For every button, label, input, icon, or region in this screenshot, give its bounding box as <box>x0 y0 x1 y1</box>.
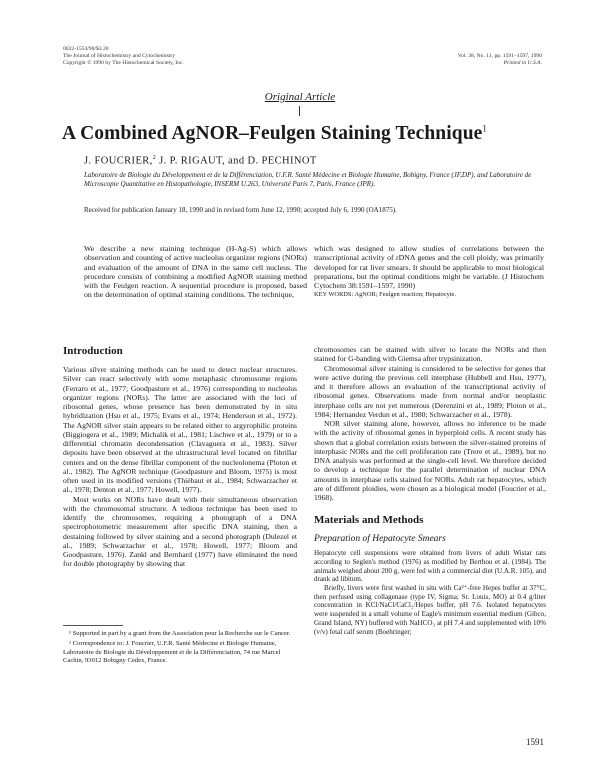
abstract-left: We describe a new staining technique (H-Ag-S) which allows observation and counting of active nucleolus organizer regions (NORs) and evaluation of the amount of DNA in the same cell nucleus. The procedure consists of combining a modified AgNOR staining method with the Feulgen reaction. A sequential procedure is proposed, based on the determination of optimal staining conditions. The technique, <box>84 244 307 300</box>
paragraph: Most works on NORs have dealt with their simultaneous observation with the chromosomal structure. A tedious technique has been used to identify the chromosomes, requiring a photograph of a DNA spectrophotometric measurement after specific DNA staining, then a destaining followed by silver staining and a second photograph (Dulezel et al., 1989; Schwarzacher et al., 1978; Howell, 1977; Bloom and Goodpasture, 1976). Zankl and Bernhard (1977) have eliminated the need for double photography by showing that <box>63 494 297 569</box>
footnote: ¹ Supported in part by a grant from the Association pour la Recherche sur le Cancer. <box>69 630 291 637</box>
keywords: KEY WORDS: AgNOR; Feulgen reaction; Hepatocyte. <box>314 291 456 299</box>
header-line: 0022-1554/90/$3.30 <box>63 46 109 52</box>
header-line: Copyright © 1990 by The Histochemical Society, Inc. <box>63 60 184 66</box>
footnote: ² Correspondence to: J. Foucrier, U.F.R. Santé Médecine et Biologie Humaine, Laboratoire de Biologie du Développement et de la Différenciation, 74 rue Marcel Cachin, 93012 Bobigny Cedex, France. <box>63 640 281 665</box>
footnotes <box>63 630 297 668</box>
paragraph: Various silver staining methods can be used to detect nuclear structures. Silver can react selectively with some metaphasic chromosome regions (Ferraro et al., 1977; Goodpasture et al., 1976) corresponding to nucleolus organizer regions (NORs). The latter are associated with the loci of ribosomal genes, whose presence has been demonstrated by in situ hybridization (Hsu et al., 1975; Evans et al., 1974; Henderson et al., 1972). The AgNOR silver stain appears to be related either to argyrophilic proteins (Biggiogera et al., 1989; Michalik et al., 1981; Lischwe et al., 1979) or to a differential chromatin decondensation (Clavaguera et al., 1983). Silver deposits have been observed at the ultrastructural level located on fibrillar centers and on the dense fibrillar component of the nucleolonema (Ploton et al., 1982). The AgNOR technique (Goodpasture and Bloom, 1975) is most often used in its modified versions (Thiébaut et al., 1984; Schwarzacher et al., 1978; Denton et al., 1977; Howell, 1977). <box>63 365 297 495</box>
title-text: A Combined AgNOR–Feulgen Staining Technique <box>62 123 483 144</box>
paragraph: Chromosomal silver staining is considered to be selective for genes that were active during the previous cell interphase (Hubbell and Hsu, 1977), and it therefore allows an evaluation of the transcriptional activity of ribosomal genes. Observations made from normal and/or neoplastic interphase cells are not yet numerous (Derenzini et al., 1989; Ploton et al., 1984; Hernandez Verdun et al., 1980; Schwarzacher et al., 1978). <box>314 363 546 419</box>
abstract-right-block <box>314 244 544 300</box>
abstract-right: which was designed to allow studies of correlations between the transcriptional activity of rDNA genes and the cell ploidy, was primarily developed for rat liver smears. It should be applicable to most biological preparations, but the optimal conditions might be variable. (J Histochem Cytochem 38:1591–1597, 1990) <box>314 244 544 291</box>
header-line: Printed in U.S.A. <box>503 60 542 66</box>
paragraph: chromosomes can be stained with silver to locate the NORs and then stained for G-banding with Giemsa after trypsinization. <box>314 345 546 364</box>
paper-title <box>62 123 562 145</box>
article-type: Original Article <box>264 91 336 103</box>
author-list <box>84 155 534 167</box>
body-text <box>314 549 546 636</box>
right-column <box>314 345 546 636</box>
left-column <box>63 345 297 569</box>
affiliation: Laboratoire de Biologie du Développement et de la Différenciation, U.F.R. Santé Médecine et Biologie Humaine, Bobigny, France (JF,DP), and Laboratoire de Microscopie Quantitative en Histopathologie, INSERM U.263, Université Paris 7, Paris, France (JPR). <box>84 171 532 189</box>
author-footnote-mark: 2 <box>152 155 157 161</box>
title-footnote-mark: 1 <box>482 123 488 134</box>
page-number: 1591 <box>526 737 544 747</box>
paragraph: NOR silver staining alone, however, allows no inference to be made with the activity of ribosomal genes in hyperploid cells. A recent study has shown that a global correlation exists between the silver-stained proteins of interphasic NORs and the cell proliferation rate (Trere et al., 1989), but no DNA analysis was performed at the single-cell level. We therefore decided to develop a technique for the parallel determination of nuclear DNA amounts in interphase cells stained for NORs. Adult rat hepatocytes, which are of different ploidies, were chosen as a biological model (Foucrier et al., 1968). <box>314 419 546 502</box>
footnote-rule <box>63 625 123 626</box>
received-dates: Received for publication January 18, 1990 and in revised form June 12, 1990; accepted July 6, 1990 (OA1875). <box>84 206 397 214</box>
journal-header-right <box>330 53 542 67</box>
journal-header-left <box>63 46 323 67</box>
subsection-heading: Preparation of Hepatocyte Smears <box>314 534 446 545</box>
paragraph: Briefly, livers were first washed in situ with Ca²⁺-free Hepes buffer at 37°C, then perfused using collagenase (type IV, Sigma; St. Louis, MO) at 0.4 g/liter concentration in KCl/NaCl/CaCl₂/Hepes buffer, pH 7.6. Isolated hepatocytes were suspended in a small volume of Eagle's minimum essential medium (Gibco, Grand Island, NY) buffered with NaHCO₃ at pH 7.4 and supplemented with 10% (v/v) fetal calf serum (Boehringer; <box>314 584 546 636</box>
section-heading: Introduction <box>63 345 123 357</box>
header-line: The Journal of Histochemistry and Cytochemistry <box>63 53 176 59</box>
author: J. FOUCRIER, <box>84 155 153 167</box>
section-heading: Materials and Methods <box>314 514 424 527</box>
paragraph: Hepatocyte cell suspensions were obtained from livers of adult Wistar rats according to Seglen's method (1976) as modified by Berthou et al. (1984). The animals weighed about 200 g, were fed with a commercial diet (U.A.R. 105), and drank ad libitum. <box>314 549 546 584</box>
header-line: Vol. 38, No. 11, pp. 1591–1597, 1990 <box>457 53 542 59</box>
divider <box>299 106 300 116</box>
author: J. P. RIGAUT, and D. PECHINOT <box>156 155 317 167</box>
body-text <box>63 365 297 569</box>
body-text <box>314 345 546 502</box>
